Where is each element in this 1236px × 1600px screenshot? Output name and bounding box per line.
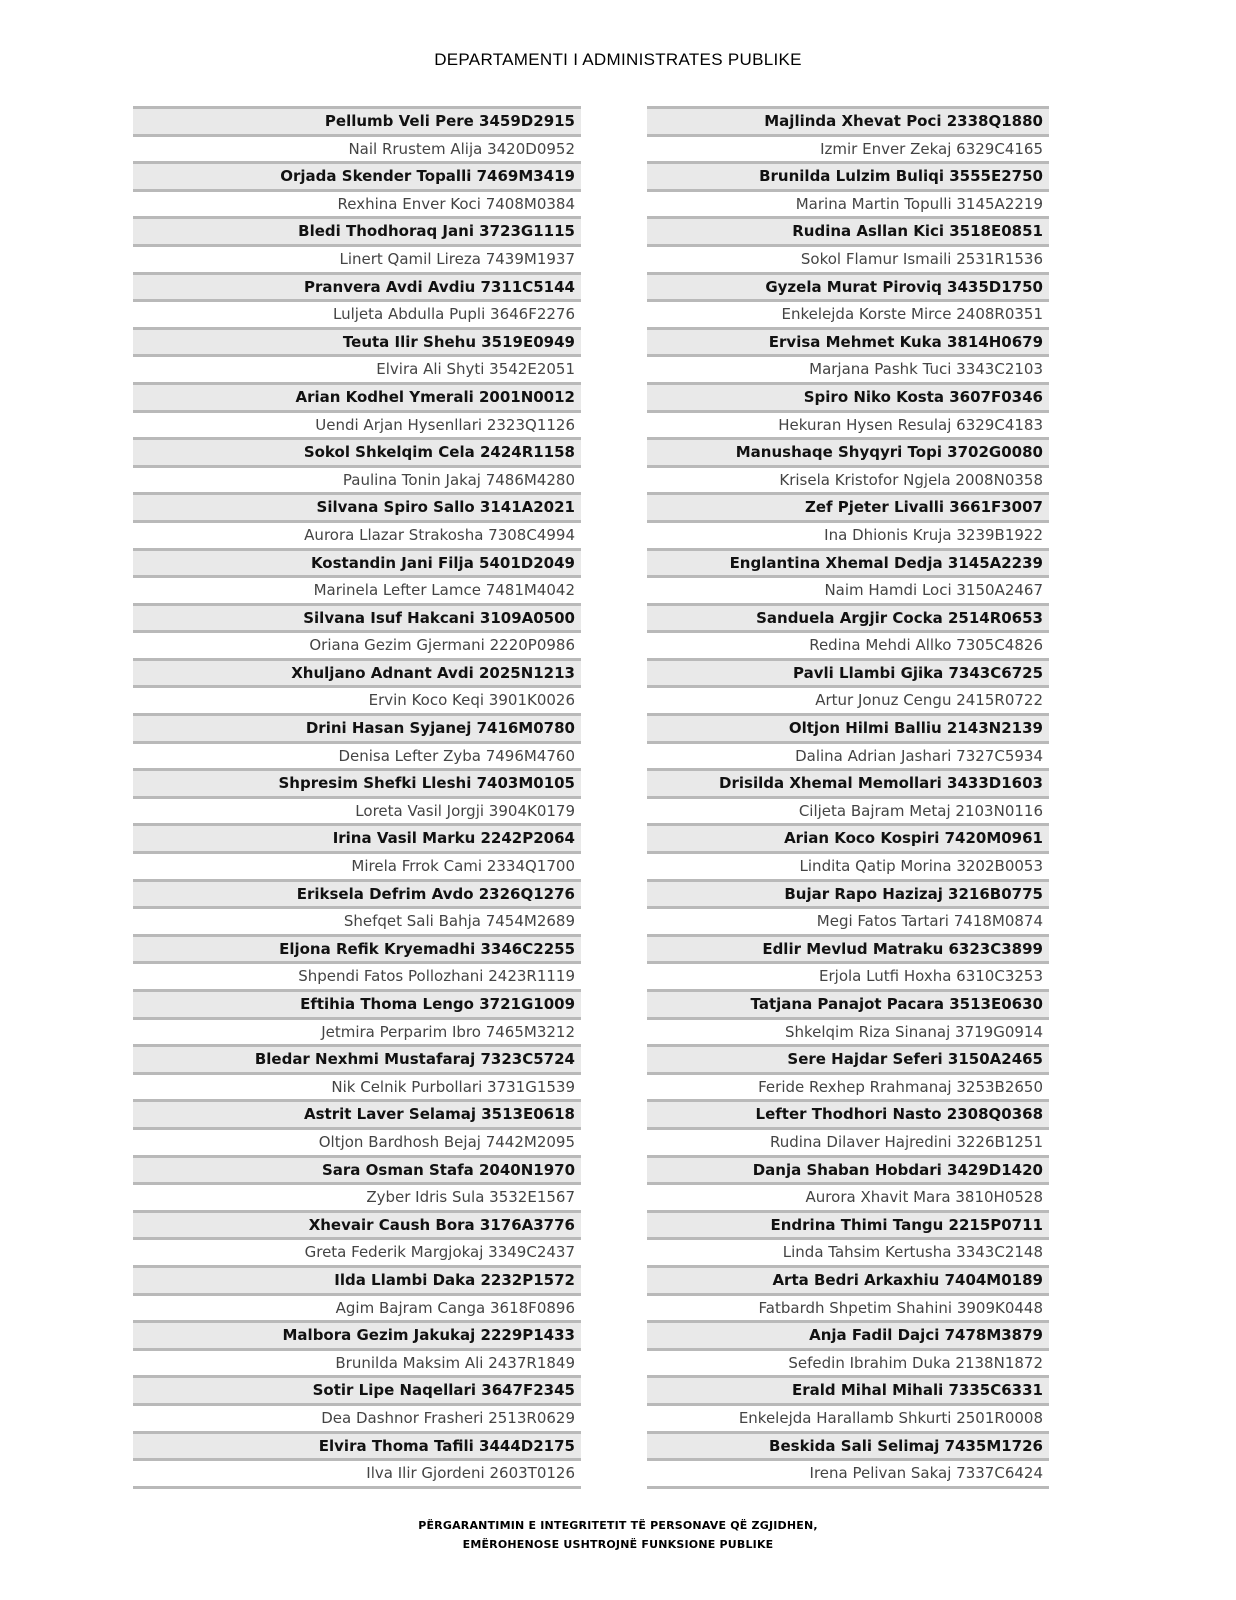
list-item: Enkelejda Harallamb Shkurti 2501R0008	[647, 1403, 1049, 1431]
list-item: Anja Fadil Dajci 7478M3879	[647, 1320, 1049, 1348]
list-item: Marjana Pashk Tuci 3343C2103	[647, 354, 1049, 382]
list-item: Rexhina Enver Koci 7408M0384	[133, 189, 581, 217]
list-item: Edlir Mevlud Matraku 6323C3899	[647, 934, 1049, 962]
list-item: Feride Rexhep Rrahmanaj 3253B2650	[647, 1072, 1049, 1100]
list-item: Aurora Llazar Strakosha 7308C4994	[133, 520, 581, 548]
list-item: Arian Kodhel Ymerali 2001N0012	[133, 382, 581, 410]
list-item: Erjola Lutfi Hoxha 6310C3253	[647, 961, 1049, 989]
list-item: Englantina Xhemal Dedja 3145A2239	[647, 548, 1049, 576]
list-item: Tatjana Panajot Pacara 3513E0630	[647, 989, 1049, 1017]
list-item: Pranvera Avdi Avdiu 7311C5144	[133, 272, 581, 300]
list-item: Oltjon Bardhosh Bejaj 7442M2095	[133, 1127, 581, 1155]
list-item: Sara Osman Stafa 2040N1970	[133, 1155, 581, 1183]
list-item: Aurora Xhavit Mara 3810H0528	[647, 1182, 1049, 1210]
list-item: Malbora Gezim Jakukaj 2229P1433	[133, 1320, 581, 1348]
list-item: Izmir Enver Zekaj 6329C4165	[647, 134, 1049, 162]
list-item: Zef Pjeter Livalli 3661F3007	[647, 492, 1049, 520]
list-item: Bledar Nexhmi Mustafaraj 7323C5724	[133, 1044, 581, 1072]
list-item: Jetmira Perparim Ibro 7465M3212	[133, 1017, 581, 1045]
list-item: Marinela Lefter Lamce 7481M4042	[133, 575, 581, 603]
list-item: Lindita Qatip Morina 3202B0053	[647, 851, 1049, 879]
list-item: Luljeta Abdulla Pupli 3646F2276	[133, 299, 581, 327]
list-item: Pavli Llambi Gjika 7343C6725	[647, 658, 1049, 686]
list-item: Ilva Ilir Gjordeni 2603T0126	[133, 1458, 581, 1489]
list-item: Sere Hajdar Seferi 3150A2465	[647, 1044, 1049, 1072]
list-item: Ina Dhionis Kruja 3239B1922	[647, 520, 1049, 548]
list-item: Drisilda Xhemal Memollari 3433D1603	[647, 768, 1049, 796]
list-item: Bledi Thodhoraq Jani 3723G1115	[133, 216, 581, 244]
list-item: Pellumb Veli Pere 3459D2915	[133, 106, 581, 134]
list-item: Orjada Skender Topalli 7469M3419	[133, 161, 581, 189]
list-item: Dea Dashnor Frasheri 2513R0629	[133, 1403, 581, 1431]
footer-line-1: PËRGARANTIMIN E INTEGRITETIT TË PERSONAVE QË ZGJIDHEN,	[418, 1519, 818, 1532]
list-item: Bujar Rapo Hazizaj 3216B0775	[647, 879, 1049, 907]
list-item: Drini Hasan Syjanej 7416M0780	[133, 713, 581, 741]
list-item: Linda Tahsim Kertusha 3343C2148	[647, 1237, 1049, 1265]
list-item: Shpendi Fatos Pollozhani 2423R1119	[133, 961, 581, 989]
list-item: Arian Koco Kospiri 7420M0961	[647, 823, 1049, 851]
list-item: Elvira Ali Shyti 3542E2051	[133, 354, 581, 382]
list-item: Brunilda Maksim Ali 2437R1849	[133, 1348, 581, 1376]
list-item: Mirela Frrok Cami 2334Q1700	[133, 851, 581, 879]
list-item: Sokol Shkelqim Cela 2424R1158	[133, 437, 581, 465]
list-item: Xhevair Caush Bora 3176A3776	[133, 1210, 581, 1238]
list-item: Irina Vasil Marku 2242P2064	[133, 823, 581, 851]
list-item: Silvana Spiro Sallo 3141A2021	[133, 492, 581, 520]
footer	[0, 1516, 1236, 1554]
list-item: Ilda Llambi Daka 2232P1572	[133, 1265, 581, 1293]
list-item: Shefqet Sali Bahja 7454M2689	[133, 906, 581, 934]
list-item: Astrit Laver Selamaj 3513E0618	[133, 1099, 581, 1127]
list-item: Eriksela Defrim Avdo 2326Q1276	[133, 879, 581, 907]
list-item: Rudina Asllan Kici 3518E0851	[647, 216, 1049, 244]
list-item: Sotir Lipe Naqellari 3647F2345	[133, 1375, 581, 1403]
list-item: Linert Qamil Lireza 7439M1937	[133, 244, 581, 272]
list-item: Danja Shaban Hobdari 3429D1420	[647, 1155, 1049, 1183]
list-item: Lefter Thodhori Nasto 2308Q0368	[647, 1099, 1049, 1127]
list-item: Oriana Gezim Gjermani 2220P0986	[133, 630, 581, 658]
list-item: Eftihia Thoma Lengo 3721G1009	[133, 989, 581, 1017]
list-item: Naim Hamdi Loci 3150A2467	[647, 575, 1049, 603]
list-item: Shkelqim Riza Sinanaj 3719G0914	[647, 1017, 1049, 1045]
list-item: Megi Fatos Tartari 7418M0874	[647, 906, 1049, 934]
list-item: Denisa Lefter Zyba 7496M4760	[133, 741, 581, 769]
list-item: Teuta Ilir Shehu 3519E0949	[133, 327, 581, 355]
list-item: Hekuran Hysen Resulaj 6329C4183	[647, 410, 1049, 438]
list-item: Dalina Adrian Jashari 7327C5934	[647, 741, 1049, 769]
list-item: Krisela Kristofor Ngjela 2008N0358	[647, 465, 1049, 493]
list-item: Uendi Arjan Hysenllari 2323Q1126	[133, 410, 581, 438]
list-item: Enkelejda Korste Mirce 2408R0351	[647, 299, 1049, 327]
list-item: Erald Mihal Mihali 7335C6331	[647, 1375, 1049, 1403]
page-title: DEPARTAMENTI I ADMINISTRATES PUBLIKE	[434, 50, 802, 69]
list-item: Sokol Flamur Ismaili 2531R1536	[647, 244, 1049, 272]
list-item: Beskida Sali Selimaj 7435M1726	[647, 1431, 1049, 1459]
list-item: Shpresim Shefki Lleshi 7403M0105	[133, 768, 581, 796]
list-item: Majlinda Xhevat Poci 2338Q1880	[647, 106, 1049, 134]
list-item: Sefedin Ibrahim Duka 2138N1872	[647, 1348, 1049, 1376]
list-item: Brunilda Lulzim Buliqi 3555E2750	[647, 161, 1049, 189]
list-item: Nik Celnik Purbollari 3731G1539	[133, 1072, 581, 1100]
list-item: Ervisa Mehmet Kuka 3814H0679	[647, 327, 1049, 355]
list-item: Zyber Idris Sula 3532E1567	[133, 1182, 581, 1210]
list-item: Gyzela Murat Piroviq 3435D1750	[647, 272, 1049, 300]
list-item: Rudina Dilaver Hajredini 3226B1251	[647, 1127, 1049, 1155]
list-item: Xhuljano Adnant Avdi 2025N1213	[133, 658, 581, 686]
list-item: Fatbardh Shpetim Shahini 3909K0448	[647, 1293, 1049, 1321]
list-item: Loreta Vasil Jorgji 3904K0179	[133, 796, 581, 824]
list-item: Elvira Thoma Tafili 3444D2175	[133, 1431, 581, 1459]
list-item: Ervin Koco Keqi 3901K0026	[133, 685, 581, 713]
list-item: Eljona Refik Kryemadhi 3346C2255	[133, 934, 581, 962]
list-item: Oltjon Hilmi Balliu 2143N2139	[647, 713, 1049, 741]
list-item: Ciljeta Bajram Metaj 2103N0116	[647, 796, 1049, 824]
list-item: Agim Bajram Canga 3618F0896	[133, 1293, 581, 1321]
list-item: Manushaqe Shyqyri Topi 3702G0080	[647, 437, 1049, 465]
list-item: Sanduela Argjir Cocka 2514R0653	[647, 603, 1049, 631]
list-item: Arta Bedri Arkaxhiu 7404M0189	[647, 1265, 1049, 1293]
list-item: Endrina Thimi Tangu 2215P0711	[647, 1210, 1049, 1238]
footer-line-2: EMËROHENOSE USHTROJNË FUNKSIONE PUBLIKE	[462, 1538, 774, 1551]
list-item: Paulina Tonin Jakaj 7486M4280	[133, 465, 581, 493]
list-item: Irena Pelivan Sakaj 7337C6424	[647, 1458, 1049, 1489]
list-item: Greta Federik Margjokaj 3349C2437	[133, 1237, 581, 1265]
list-item: Kostandin Jani Filja 5401D2049	[133, 548, 581, 576]
list-item: Marina Martin Topulli 3145A2219	[647, 189, 1049, 217]
right-column-list	[647, 106, 1049, 1489]
list-item: Silvana Isuf Hakcani 3109A0500	[133, 603, 581, 631]
list-item: Artur Jonuz Cengu 2415R0722	[647, 685, 1049, 713]
left-column-list	[133, 106, 581, 1489]
list-item: Nail Rrustem Alija 3420D0952	[133, 134, 581, 162]
list-item: Spiro Niko Kosta 3607F0346	[647, 382, 1049, 410]
list-item: Redina Mehdi Allko 7305C4826	[647, 630, 1049, 658]
